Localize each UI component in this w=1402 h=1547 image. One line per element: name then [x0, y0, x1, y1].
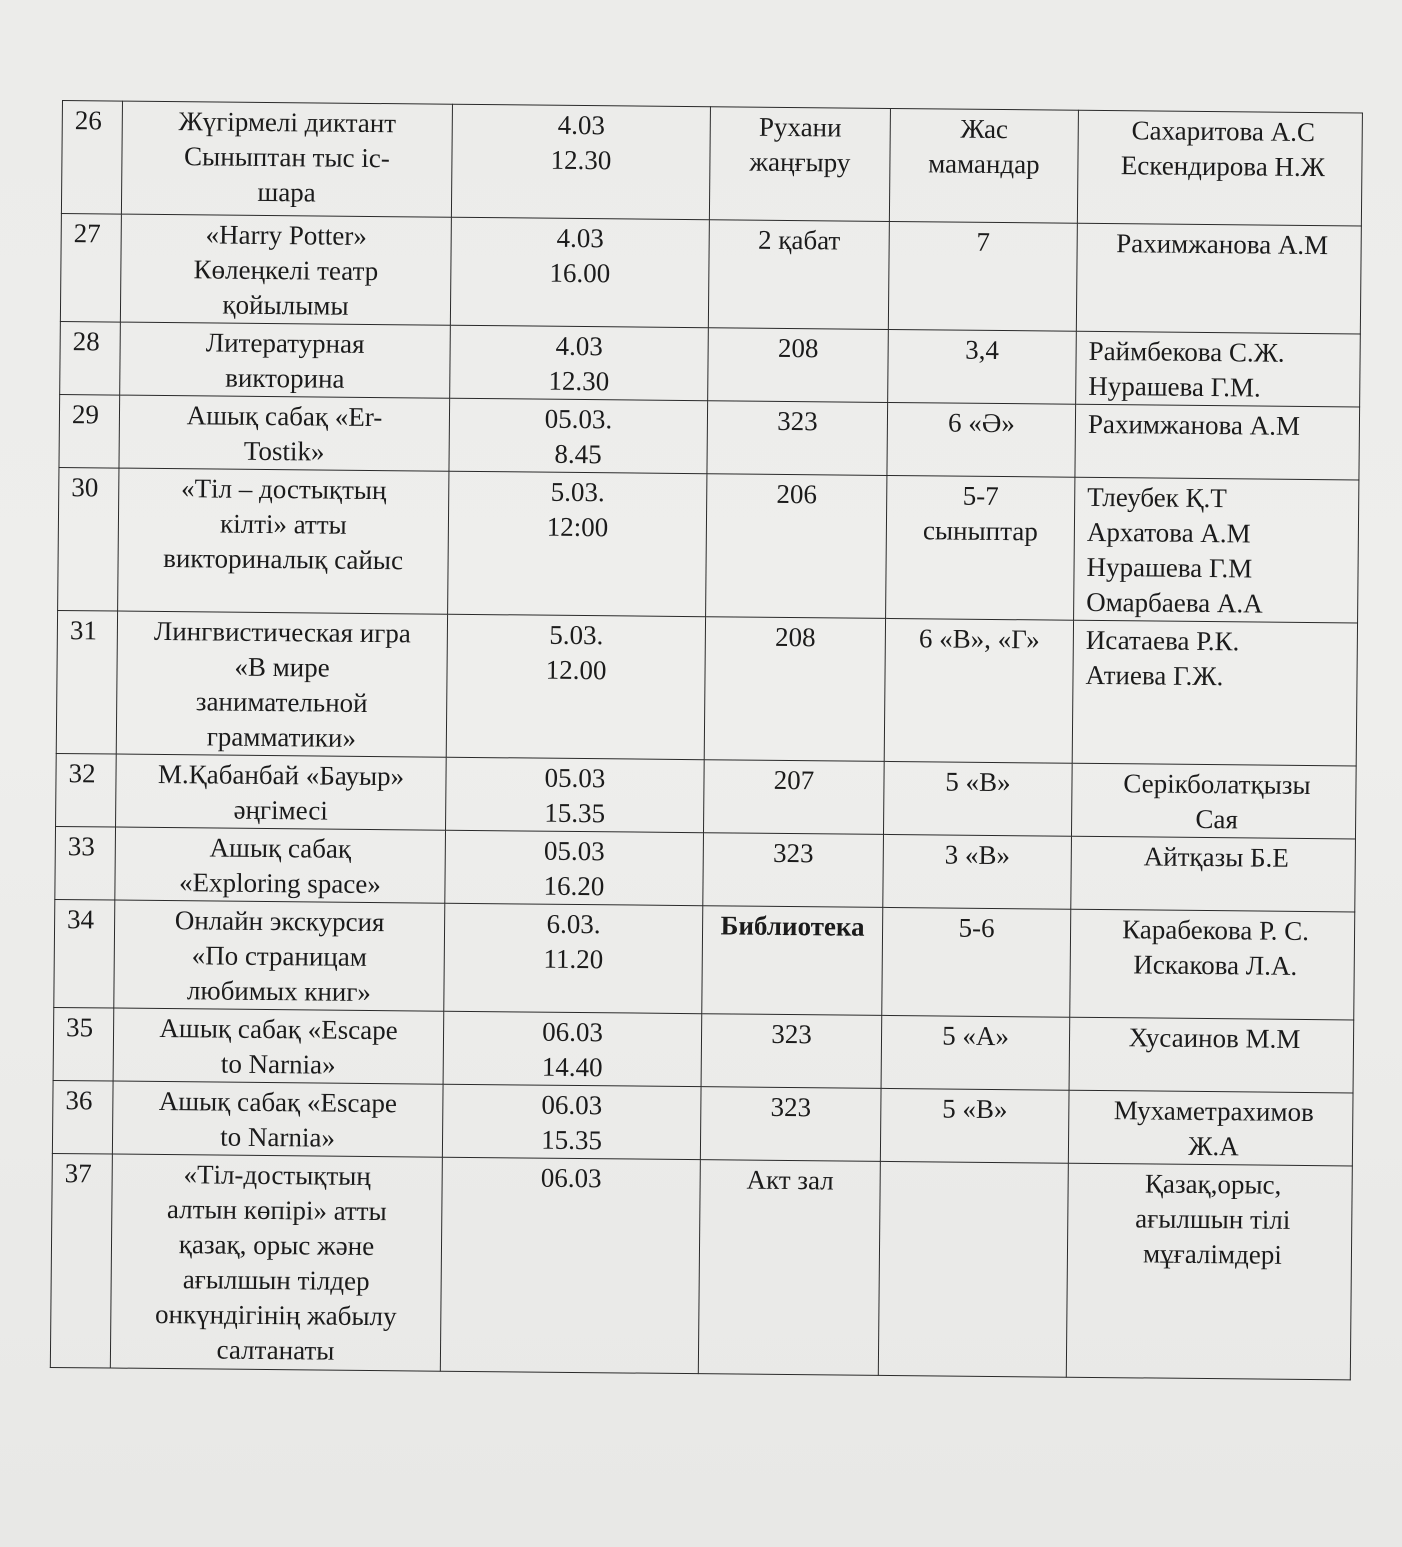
- event-participants: [878, 1161, 1068, 1377]
- row-number: 30: [58, 467, 119, 611]
- table-row: [60, 213, 1361, 333]
- row-number: 37: [50, 1153, 112, 1368]
- table-row: [53, 1007, 1354, 1092]
- event-responsible: Раймбекова С.Ж. Нурашева Г.М.: [1076, 331, 1361, 407]
- event-title: «Harry Potter» Көлеңкелі театр қойылымы: [120, 214, 451, 325]
- event-title: «Тіл-достықтың алтын көпірі» атты қазақ, орыс және ағылшын тілдер онкүндігінің жабылу салтанаты: [110, 1154, 442, 1371]
- event-date: 4.03 12.30: [450, 325, 709, 400]
- event-responsible: Мухаметрахимов Ж.А: [1068, 1090, 1353, 1166]
- event-date: 06.03: [440, 1157, 700, 1373]
- event-place: 206: [706, 474, 887, 619]
- row-number: 32: [56, 753, 117, 827]
- event-participants: 6 «Ә»: [887, 402, 1076, 477]
- row-number: 36: [52, 1080, 113, 1154]
- event-participants: 7: [888, 221, 1077, 331]
- event-responsible: Рахимжанова А.М: [1075, 404, 1360, 480]
- event-title: Лингвистическая игра «В мире занимательной грамматики»: [116, 611, 447, 757]
- row-number: 26: [61, 101, 122, 215]
- row-number: 35: [53, 1007, 114, 1081]
- event-responsible: Исатаева Р.К. Атиева Г.Ж.: [1072, 620, 1357, 766]
- event-place: 323: [707, 401, 888, 476]
- table-row: [59, 394, 1360, 479]
- event-participants: 6 «В», «Г»: [884, 618, 1073, 763]
- event-participants: 5 «В»: [883, 761, 1072, 836]
- row-number: 34: [54, 899, 115, 1008]
- event-place: 323: [703, 833, 884, 908]
- event-participants: 5-6: [882, 907, 1071, 1017]
- event-date: 06.03 15.35: [442, 1084, 701, 1159]
- event-responsible: Тлеубек Қ.Т Архатова А.М Нурашева Г.М Омарбаева А.А: [1074, 477, 1359, 623]
- event-title: Ашық сабақ «Escape to Narnia»: [112, 1081, 443, 1157]
- table-row: [56, 753, 1357, 838]
- row-number: 27: [60, 213, 121, 322]
- event-title: Литературная викторина: [120, 322, 451, 398]
- event-responsible: Хусаинов М.М: [1069, 1017, 1354, 1093]
- table-row: [60, 321, 1361, 406]
- event-title: М.Қабанбай «Бауыр» әңгімесі: [116, 754, 447, 830]
- events-table: [50, 100, 1363, 1380]
- event-title: Ашық сабақ «Exploring space»: [115, 827, 446, 903]
- event-date: 4.03 12.30: [451, 104, 710, 219]
- event-date: 4.03 16.00: [450, 217, 709, 327]
- event-place: 208: [704, 617, 885, 762]
- event-date: 5.03. 12.00: [446, 614, 705, 759]
- event-participants: 3 «В»: [883, 834, 1072, 909]
- event-participants: 3,4: [888, 329, 1077, 404]
- event-place: 207: [703, 760, 884, 835]
- event-title: Ашық сабақ «Escape to Narnia»: [113, 1008, 444, 1084]
- event-participants: Жас мамандар: [889, 108, 1078, 223]
- schedule-sheet: [50, 100, 1362, 1380]
- event-place: 323: [701, 1014, 882, 1089]
- table-row: [56, 610, 1357, 765]
- event-date: 05.03. 8.45: [449, 398, 708, 473]
- table-row: [58, 467, 1359, 622]
- event-place: 2 қабат: [708, 220, 889, 330]
- event-date: 05.03 15.35: [446, 757, 705, 832]
- event-place: 323: [700, 1087, 881, 1162]
- event-date: 05.03 16.20: [445, 830, 704, 905]
- row-number: 28: [60, 321, 121, 395]
- event-responsible: Рахимжанова А.М: [1076, 223, 1361, 334]
- event-title: «Тіл – достықтың кілті» атты викториналық сайыс: [118, 468, 449, 614]
- event-place: Акт зал: [698, 1160, 880, 1376]
- table-row: [54, 899, 1355, 1019]
- event-place: Библиотека: [702, 906, 883, 1016]
- event-participants: 5 «В»: [880, 1088, 1069, 1163]
- row-number: 29: [59, 394, 120, 468]
- table-row: [52, 1080, 1353, 1165]
- event-date: 5.03. 12:00: [448, 471, 707, 616]
- event-title: Онлайн экскурсия «По страницам любимых книг»: [114, 900, 445, 1011]
- event-place: Рухани жаңғыру: [709, 107, 890, 222]
- table-row: [61, 101, 1362, 226]
- table-row: [50, 1153, 1352, 1379]
- event-responsible: Серікболатқызы Сая: [1071, 763, 1356, 839]
- event-participants: 5 «А»: [881, 1015, 1070, 1090]
- event-responsible: Сахаритова А.С Ескендирова Н.Ж: [1077, 110, 1362, 226]
- event-participants: 5-7 сыныптар: [886, 475, 1075, 620]
- event-responsible: Қазақ,орыс, ағылшын тілі мұғалімдері: [1066, 1163, 1352, 1380]
- table-row: [55, 826, 1356, 911]
- event-date: 06.03 14.40: [443, 1011, 702, 1086]
- event-date: 6.03. 11.20: [444, 903, 703, 1013]
- row-number: 31: [56, 610, 117, 754]
- event-title: Ашық сабақ «Er- Tostik»: [119, 395, 450, 471]
- event-title: Жүгірмелі диктант Сыныптан тыс іс- шара: [121, 101, 452, 217]
- event-responsible: Карабекова Р. С. Искакова Л.А.: [1070, 909, 1355, 1020]
- row-number: 33: [55, 826, 116, 900]
- event-place: 208: [708, 328, 889, 403]
- event-responsible: Айтқазы Б.Е: [1071, 836, 1356, 912]
